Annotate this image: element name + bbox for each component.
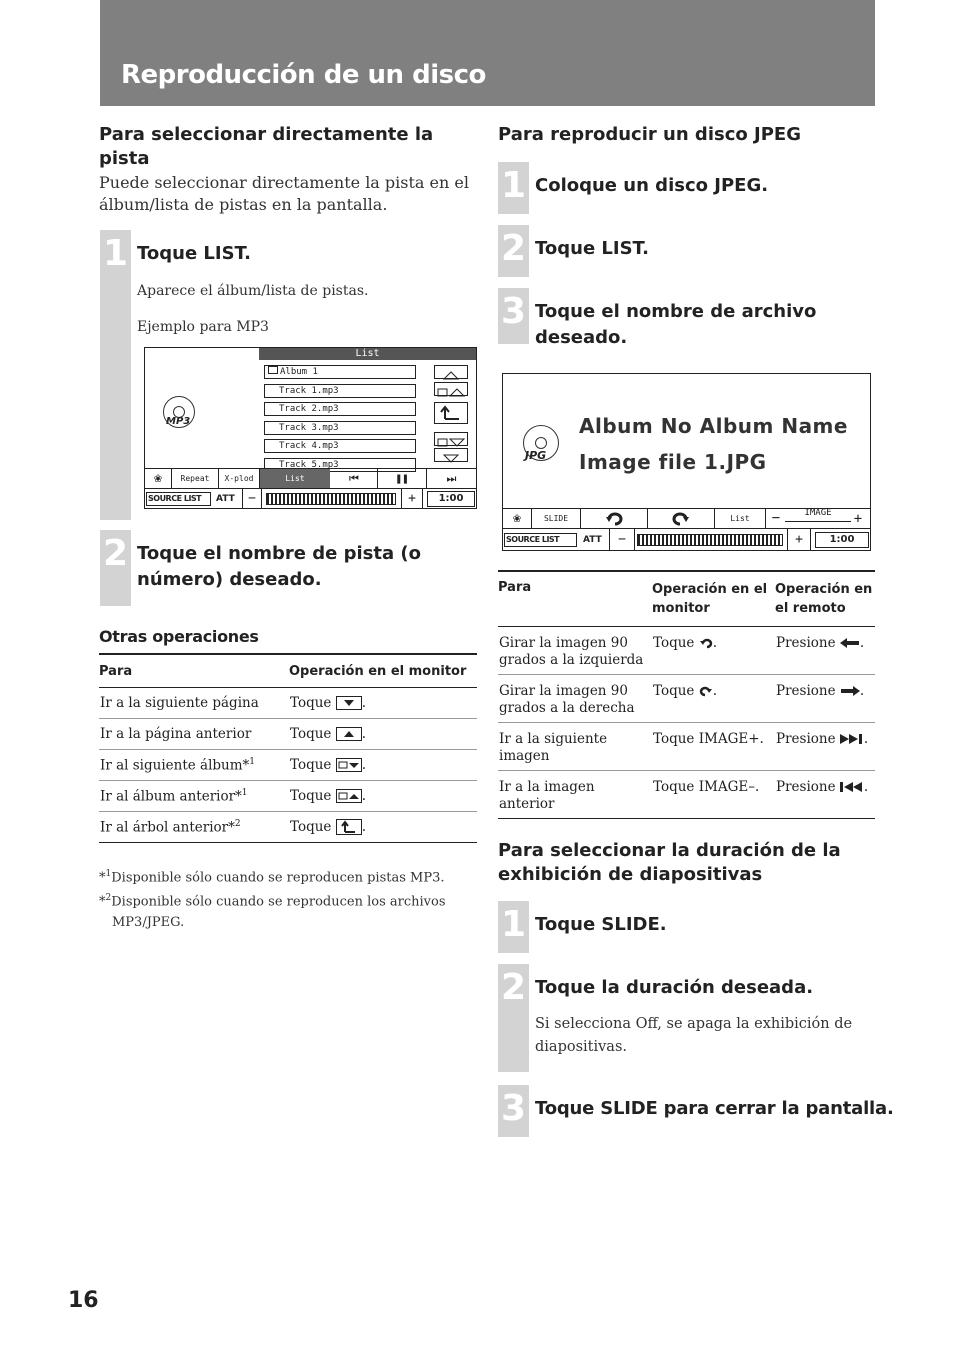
page-title: Reproducción de un disco: [121, 60, 486, 90]
step-title-line1: Toque el nombre de archivo: [535, 301, 817, 322]
op-text: Toque: [290, 725, 332, 742]
control-bar: [503, 508, 870, 529]
folder-up-icon: [336, 789, 362, 803]
list-item-track[interactable]: Track 4.mp3: [264, 439, 416, 453]
col-header-para: Para: [498, 580, 532, 595]
table-row: Ir al álbum anterior*$^1$ Toque .: [99, 780, 477, 811]
table-row: Ir a la siguiente imagen Toque IMAGE+. Presione .: [498, 722, 875, 770]
album-up-button[interactable]: [434, 382, 468, 396]
step-number: 3: [498, 288, 529, 344]
left-intro: [99, 172, 479, 216]
step-title: Toque la duración deseada.: [535, 977, 814, 998]
repeat-button[interactable]: Repeat: [172, 469, 219, 489]
folder-down-icon: [435, 436, 467, 448]
slide-button[interactable]: SLIDE: [532, 509, 581, 529]
volume-bar[interactable]: [637, 534, 783, 546]
slide-step-1: [498, 901, 875, 953]
flower-icon: ❀: [154, 471, 162, 486]
title-banner: [100, 0, 875, 106]
att-button[interactable]: ATT: [583, 535, 602, 545]
col-header-remote: Operación en el remoto: [775, 582, 873, 616]
op-text: Toque: [290, 787, 332, 804]
para-text: Ir al árbol anterior*: [100, 819, 235, 835]
col-header-op: Operación en el monitor: [289, 664, 467, 679]
op-text: Toque: [290, 818, 332, 835]
slide-step-2: [498, 964, 875, 1072]
table-row: Ir al siguiente álbum*$^1$ Toque .: [99, 749, 477, 780]
left-heading-line2: pista: [99, 148, 150, 169]
list-item-track[interactable]: Track 2.mp3: [264, 402, 416, 416]
volume-plus-button[interactable]: +: [401, 489, 423, 509]
album-down-button[interactable]: [434, 432, 468, 446]
rotate-right-icon: [699, 685, 713, 697]
slide-heading: [498, 839, 875, 887]
down-arrow-icon: [336, 696, 362, 710]
table-row: Ir a la imagen anterior Toque IMAGE–. Presione .: [498, 770, 875, 818]
pause-icon: ❚❚: [395, 472, 409, 485]
step-title: Toque LIST.: [137, 243, 251, 264]
slide-step-3: [498, 1085, 894, 1137]
jpeg-ops-table: [498, 570, 875, 819]
left-intro-line1: Puede seleccionar directamente la pista en el: [99, 173, 469, 192]
slide-heading-line1: Para seleccionar la duración de la: [498, 840, 841, 861]
footnote-2: *$^2$Disponible sólo cuando se reproducen los archivos: [99, 893, 446, 910]
col-header-monitor: Operación en el monitor: [652, 582, 768, 616]
table-row: Girar la imagen 90 grados a la izquierda Toque . Presione .: [498, 626, 875, 674]
prev-track-icon: [840, 782, 864, 792]
footnotes: [99, 864, 479, 933]
table-row: Ir a la siguiente página Toque .: [99, 687, 477, 718]
step-title: Toque SLIDE.: [535, 914, 667, 935]
step-title: Coloque un disco JPEG.: [535, 175, 769, 196]
page-number: 16: [68, 1288, 99, 1313]
table-row: Ir al árbol anterior*$^2$ Toque .: [99, 811, 477, 842]
list-item-album[interactable]: Album 1: [264, 365, 416, 379]
volume-plus-button[interactable]: +: [787, 529, 811, 551]
step-number: 3: [498, 1085, 529, 1137]
disc-label: JPG: [525, 449, 547, 462]
down-arrow-icon: [435, 452, 467, 464]
rotate-left-icon: [604, 509, 624, 529]
step-number: 1: [498, 162, 529, 214]
left-heading: [99, 123, 479, 171]
right-step-1: [498, 162, 875, 214]
table-row: Ir a la página anterior Toque .: [99, 718, 477, 749]
rotate-left-icon: [699, 637, 713, 649]
step-title: [535, 299, 816, 351]
left-heading-line1: Para seleccionar directamente la: [99, 124, 434, 145]
step-title: Toque LIST.: [535, 238, 649, 259]
tree-up-icon: [435, 403, 467, 423]
tree-up-button[interactable]: [434, 402, 468, 424]
step-number: 2: [498, 225, 529, 277]
time-display: 1:00: [815, 532, 869, 548]
volume-minus-button[interactable]: −: [609, 529, 635, 551]
source-list-button[interactable]: SOURCE LIST: [146, 492, 211, 506]
up-arrow-icon: [435, 369, 467, 381]
right-arrow-icon: [840, 686, 860, 696]
volume-bar[interactable]: [266, 493, 396, 505]
para-text: Ir a la siguiente página: [100, 694, 259, 711]
image-label: IMAGE: [785, 505, 851, 522]
list-item-track[interactable]: Track 5.mp3: [264, 458, 416, 472]
tree-up-icon: [336, 819, 362, 835]
status-bar: [145, 488, 476, 509]
rotate-left-button[interactable]: [581, 509, 648, 529]
next-track-icon: ⏭: [446, 472, 457, 485]
mp3-list-screen: [144, 347, 477, 509]
example-label: Ejemplo para MP3: [137, 319, 269, 335]
other-ops-table: [99, 653, 477, 843]
step-desc: Si selecciona Off, se apaga la exhibición de diapositivas.: [535, 1016, 853, 1055]
rotate-right-icon: [671, 509, 691, 529]
jpeg-screen: [502, 373, 871, 551]
rotate-right-button[interactable]: [648, 509, 715, 529]
list-header: List: [259, 348, 476, 360]
step-title-line1: Toque el nombre de pista (o: [137, 543, 421, 564]
image-plus-button[interactable]: +: [853, 511, 863, 527]
next-track-icon: [840, 734, 864, 744]
step-number: 1: [498, 901, 529, 953]
next-button[interactable]: [427, 469, 476, 489]
status-bar: [503, 528, 870, 551]
step-number: 2: [498, 964, 529, 1072]
op-text: Toque: [290, 756, 332, 773]
disc-label: MP3: [166, 416, 191, 427]
table-row: Girar la imagen 90 grados a la derecha Toque . Presione .: [498, 674, 875, 722]
folder-down-icon: [336, 758, 362, 772]
left-intro-line2: álbum/lista de pistas en la pantalla.: [99, 195, 388, 214]
step-desc: Aparece el álbum/lista de pistas.: [137, 283, 369, 299]
right-step-2: [498, 225, 875, 277]
folder-up-icon: [435, 386, 467, 398]
up-arrow-icon: [336, 727, 362, 741]
op-text: Toque: [290, 694, 332, 711]
other-ops-title: Otras operaciones: [99, 627, 259, 646]
para-text: Ir a la página anterior: [100, 725, 252, 742]
album-name: Album No Album Name: [579, 414, 848, 438]
att-button[interactable]: ATT: [216, 494, 235, 504]
step-number: 2: [100, 530, 131, 606]
settings-button[interactable]: [503, 509, 532, 529]
right-step-3: [498, 288, 875, 348]
left-step-2: [100, 530, 478, 606]
step-title: Toque SLIDE para cerrar la pantalla.: [535, 1098, 894, 1119]
col-header-para: Para: [99, 664, 133, 679]
jpeg-heading: Para reproducir un disco JPEG: [498, 124, 801, 145]
settings-button[interactable]: [145, 469, 172, 489]
step-number: 1: [100, 230, 131, 520]
flower-icon: ❀: [513, 511, 521, 526]
list-item-track[interactable]: Track 1.mp3: [264, 384, 416, 398]
para-text: Ir al siguiente álbum*: [100, 757, 250, 773]
source-list-button[interactable]: SOURCE LIST: [504, 533, 577, 547]
control-bar: [145, 468, 476, 489]
track-list: [264, 365, 416, 472]
para-text: Ir al álbum anterior*: [100, 788, 242, 804]
footnote-1: *$^1$Disponible sólo cuando se reproducen pistas MP3.: [99, 869, 445, 886]
image-minus-button[interactable]: −: [771, 510, 781, 526]
time-display: 1:00: [427, 491, 475, 507]
list-button[interactable]: List: [260, 469, 330, 489]
list-button[interactable]: List: [715, 509, 766, 529]
xplod-button[interactable]: X-plod: [219, 469, 260, 489]
left-arrow-icon: [840, 638, 860, 648]
step-title: [137, 541, 421, 593]
page-down-button[interactable]: [434, 448, 468, 462]
pause-button[interactable]: [378, 469, 427, 489]
page-up-button[interactable]: [434, 365, 468, 379]
slide-heading-line2: exhibición de diapositivas: [498, 864, 763, 885]
volume-minus-button[interactable]: −: [242, 489, 262, 509]
list-item-track[interactable]: Track 3.mp3: [264, 421, 416, 435]
step-title-line2: deseado.: [535, 327, 628, 348]
prev-track-icon: ⏮: [349, 472, 359, 485]
image-file-name: Image file 1.JPG: [579, 450, 767, 474]
step-title-line2: número) deseado.: [137, 569, 322, 590]
prev-button[interactable]: [331, 469, 378, 489]
footnote-2-cont: MP3/JPEG.: [112, 914, 185, 930]
